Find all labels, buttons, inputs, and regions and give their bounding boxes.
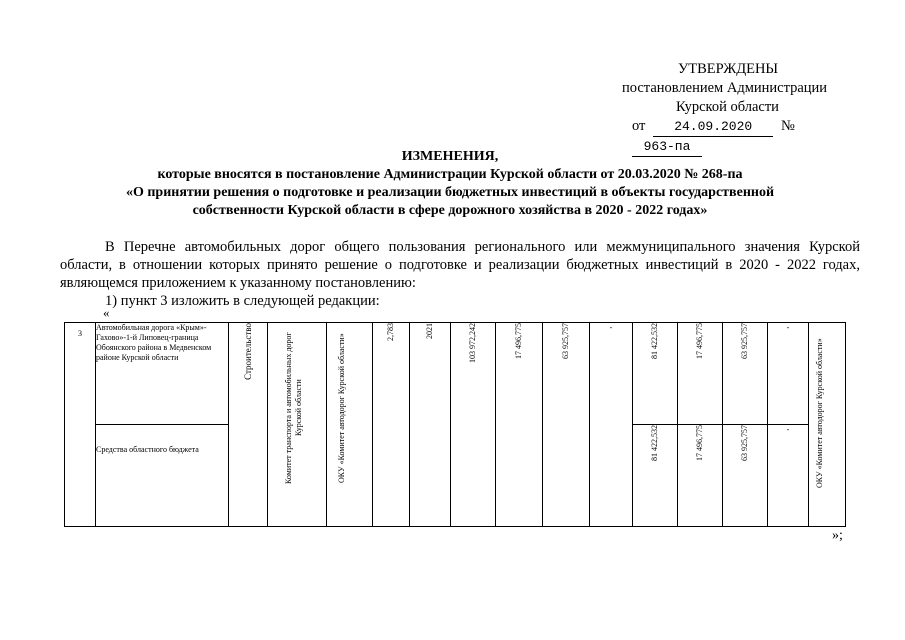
cell-cost-2021: 63 925,757 [561,323,570,359]
cell-r2-2020: 17 496,775 [695,425,704,461]
cell-r2-2022: - [786,425,790,434]
cell-work-type: Строительство [243,323,253,380]
cell-r2-2021: 63 925,757 [740,425,749,461]
cell-r1-2022: - [786,323,790,332]
cell-customer: Комитет транспорта и автомобильных дорог Курской области [284,332,303,484]
approval-number-label: № [781,118,795,134]
body-paragraph-2: 1) пункт 3 изложить в следующей редакции: [105,293,380,309]
roads-table [64,322,846,527]
title-line-4: собственности Курской области в сфере дорожного хозяйства в 2020 - 2022 годах» [192,203,708,218]
table-row [65,323,846,425]
cell-funding-source: Средства областного бюджета [96,425,229,527]
approval-region: Курской области [676,99,779,115]
cell-r2-total: 81 422,532 [650,425,659,461]
approval-decree: постановлением Администрации [622,80,828,96]
cell-cost-2022: - [609,323,613,332]
body-paragraph-1: В Перечне автомобильных дорог общего пользования регионального или межмуниципального значения Курской области, в отношении которых принято решение о подготовке и реализации бюджетных инвестиций в 2020 - 2022 годах, являющемся приложением к указанному постановлению: [60,239,860,291]
cell-road-name: Автомобильная дорога «Крым»-Гахово»-1-й Липовец-граница Обоянского района в Медвенском районе Курской области [96,323,229,425]
cell-length: 2,783 [386,323,395,341]
cell-r1-total: 81 422,532 [650,323,659,359]
title-line-2: которые вносятся в постановление Администрации Курской области от 20.03.2020 № 268-па [157,167,743,182]
cell-recipient: ОКУ «Комитет автодорог Курской области» [815,338,824,488]
cell-developer: ОКУ «Комитет автодорог Курской области» [336,333,346,483]
cell-r1-2021: 63 925,757 [740,323,749,359]
approval-heading: УТВЕРЖДЕНЫ [678,61,779,77]
approval-date: 24.09.2020 [653,117,773,137]
document-title [60,148,840,220]
approval-from-label: от [632,118,646,134]
approval-number: 963-па [632,137,702,157]
cell-number: 3 [65,323,96,527]
quote-open: « [103,305,110,320]
cell-r1-2020: 17 496,775 [695,323,704,359]
quote-close: »; [832,528,843,543]
cell-cost-2020: 17 496,775 [514,323,523,359]
title-line-3: «О принятии решения о подготовке и реализации бюджетных инвестиций в объекты государственной [125,185,775,200]
cell-year: 2021 [425,323,434,339]
body-text [60,238,860,310]
cell-total-cost: 103 972,242 [468,323,477,363]
approval-block [600,60,860,157]
title-line-1: ИЗМЕНЕНИЯ, [401,149,499,164]
